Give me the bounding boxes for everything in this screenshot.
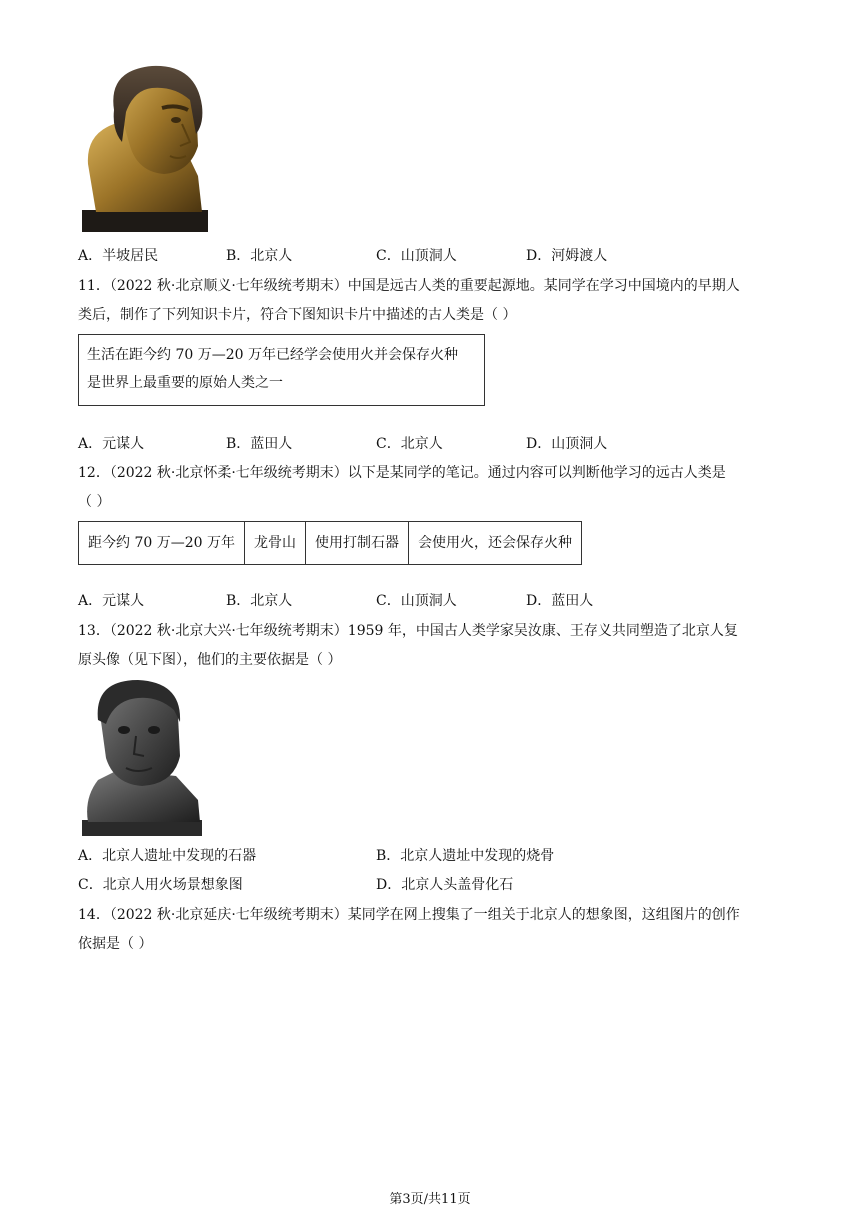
q13-options-row1	[78, 846, 698, 866]
q12-option-d[interactable]: D．蓝田人	[526, 593, 594, 609]
q12-options	[78, 591, 698, 611]
q12-stem-line1: 12．（2022 秋·北京怀柔·七年级统考期末）以下是某同学的笔记。通过内容可以判断他学习的远古人类是	[78, 465, 726, 481]
q13-option-d[interactable]: D．北京人头盖骨化石	[376, 877, 514, 893]
q11-stem-line1: 11．（2022 秋·北京顺义·七年级统考期末）中国是远古人类的重要起源地。某同学在学习中国境内的早期人	[78, 278, 740, 294]
q12-option-a[interactable]: A．元谋人	[78, 593, 145, 609]
q10-option-d[interactable]: D．河姆渡人	[526, 248, 608, 264]
q12-stem-line2: （ ）	[78, 494, 111, 510]
q10-options	[78, 246, 698, 266]
q13-options-row2	[78, 875, 698, 895]
bust-image-gray	[80, 680, 204, 838]
card-line: 是世界上最重要的原始人类之一	[87, 375, 283, 391]
table-cell: 会使用火，还会保存火种	[408, 522, 581, 565]
q10-option-a[interactable]: A．半坡居民	[78, 248, 159, 264]
table-row	[79, 522, 582, 565]
q14-stem-line2: 依据是（ ）	[78, 936, 153, 952]
card-line: 生活在距今约 70 万—20 万年已经学会使用火并会保存火种	[87, 347, 458, 363]
q12-option-c[interactable]: C．山顶洞人	[376, 593, 457, 609]
q11-knowledge-card	[78, 334, 485, 406]
q13-stem-line1: 13．（2022 秋·北京大兴·七年级统考期末）1959 年，中国古人类学家吴汝康、王存义共同塑造了北京人复	[78, 623, 738, 639]
q13-option-a[interactable]: A．北京人遗址中发现的石器	[78, 848, 257, 864]
q13-option-c[interactable]: C．北京人用火场景想象图	[78, 877, 243, 893]
q12-notes-table	[78, 521, 582, 565]
table-cell: 距今约 70 万—20 万年	[79, 522, 245, 565]
q10-option-b[interactable]: B．北京人	[226, 248, 293, 264]
q11-option-b[interactable]: B．蓝田人	[226, 436, 293, 452]
table-cell: 龙骨山	[244, 522, 305, 565]
q11-stem-line2: 类后，制作了下列知识卡片，符合下图知识卡片中描述的古人类是（ ）	[78, 307, 517, 323]
q11-option-c[interactable]: C．北京人	[376, 436, 443, 452]
q13-stem-line2: 原头像（见下图），他们的主要依据是（ ）	[78, 652, 342, 668]
q11-options	[78, 434, 698, 454]
table-cell: 使用打制石器	[305, 522, 408, 565]
q14-stem-line1: 14．（2022 秋·北京延庆·七年级统考期末）某同学在网上搜集了一组关于北京人的想象图，这组图片的创作	[78, 907, 740, 923]
q11-option-d[interactable]: D．山顶洞人	[526, 436, 608, 452]
q13-option-b[interactable]: B．北京人遗址中发现的烧骨	[376, 848, 555, 864]
page-footer: 第3页/共11页	[389, 1192, 471, 1207]
bust-image-bronze	[78, 64, 210, 236]
q11-option-a[interactable]: A．元谋人	[78, 436, 145, 452]
q12-option-b[interactable]: B．北京人	[226, 593, 293, 609]
q10-option-c[interactable]: C．山顶洞人	[376, 248, 457, 264]
